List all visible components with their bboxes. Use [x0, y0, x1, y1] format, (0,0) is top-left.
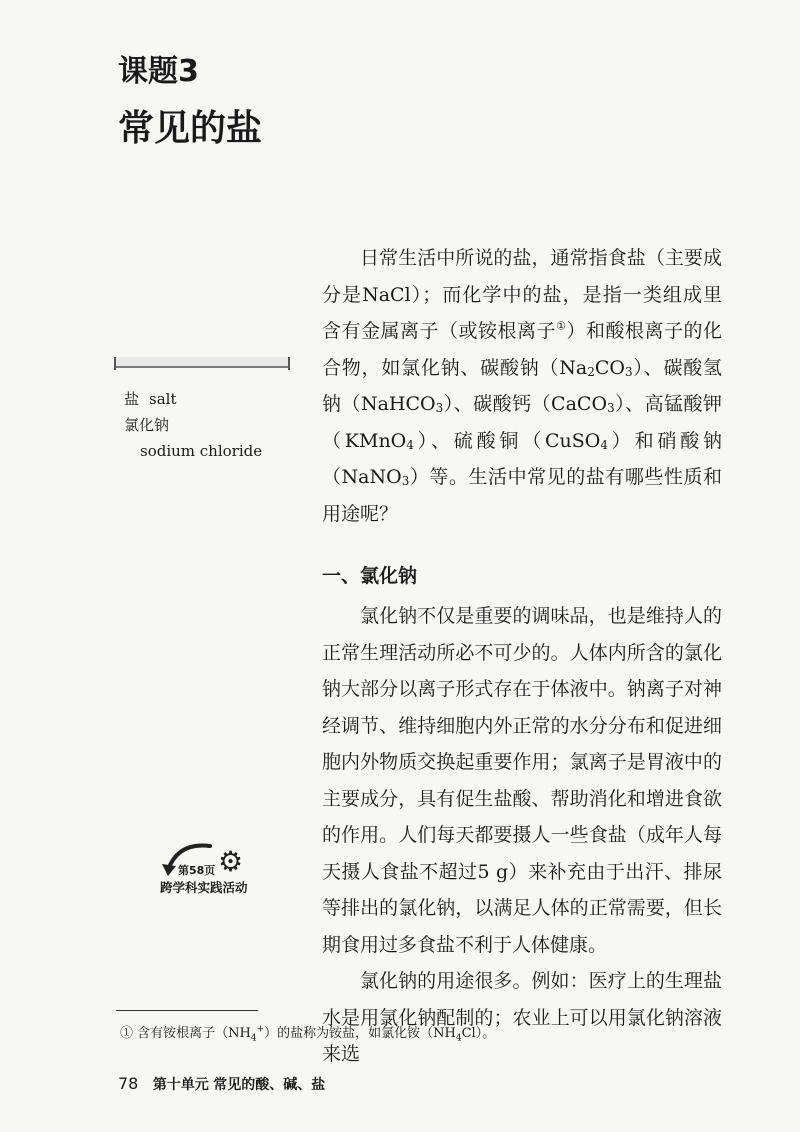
page-footer: [118, 1074, 325, 1094]
section-paragraph-2: 氯化钠的用途很多。例如：医疗上的生理盐水是用氯化钠配制的；农业上可以用氯化钠溶液来选: [322, 970, 722, 1065]
main-text: [322, 240, 722, 1073]
section-paragraph-1: 氯化钠不仅是重要的调味品，也是维持人的正常生理活动所必不可少的。人体内所含的氯化钠大部分以离子形式存在于体液中。钠离子对神经调节、维持细胞内外正常的水分分布和促进细胞内外物质交换起重要作用；氯离子是胃液中的主要成分，具有促生盐酸、帮助消化和增进食欲的作用。人们每天都要摄人一些食盐（成年人每天摄人食盐不超过5 g）来补充由于出汗、排尿等排出的氯化钠，以满足人体的正常需要，但长期食用过多食盐不利于人体健康。: [322, 605, 722, 956]
footnote-rule: [116, 1010, 258, 1011]
gear-icon: ⚙: [218, 845, 244, 878]
unit-label: 第十单元: [152, 1077, 209, 1093]
cross-ref-page: 第58页: [178, 864, 216, 877]
glossary-bar: [114, 357, 290, 370]
unit-title: 常见的酸、碱、盐: [213, 1077, 326, 1093]
glossary-item: 氯化钠: [124, 416, 170, 434]
glossary: [124, 386, 262, 464]
lesson-number: 课题3: [118, 54, 199, 89]
cross-reference: [158, 840, 268, 900]
intro-paragraph: 日常生活中所说的盐，通常指食盐（主要成分是NaCl）；而化学中的盐，是指一类组成里含有金属离子（或铵根离子①）和酸根离子的化合物，如氯化钠、碳酸钠$(Na_2CO_3)$、碳酸氢钠（NaHCO$_3$）、碳酸钙（CaCO$_3$）、高锰酸钾（KMnO$_4$）、硫酸铜（CuSO$_4$）和硝酸钠（NaNO$_3$）等。生活中常见的盐有哪些性质和用途呢？: [322, 247, 723, 525]
section-heading: 一、氯化钠: [322, 565, 418, 587]
footnote: ① 含有铵根离子$(NH_4^+)$的盐称为铵盐，如氯化铵$(NH_4Cl)$。: [120, 1024, 496, 1044]
glossary-item: sodium chloride: [140, 442, 263, 460]
page-number: 78: [118, 1074, 139, 1093]
cross-ref-activity: 跨学科实践活动: [160, 880, 248, 895]
glossary-item: 盐 salt: [124, 390, 177, 408]
lesson-title: 常见的盐: [118, 108, 263, 149]
footnote-ref: ①: [556, 319, 567, 333]
